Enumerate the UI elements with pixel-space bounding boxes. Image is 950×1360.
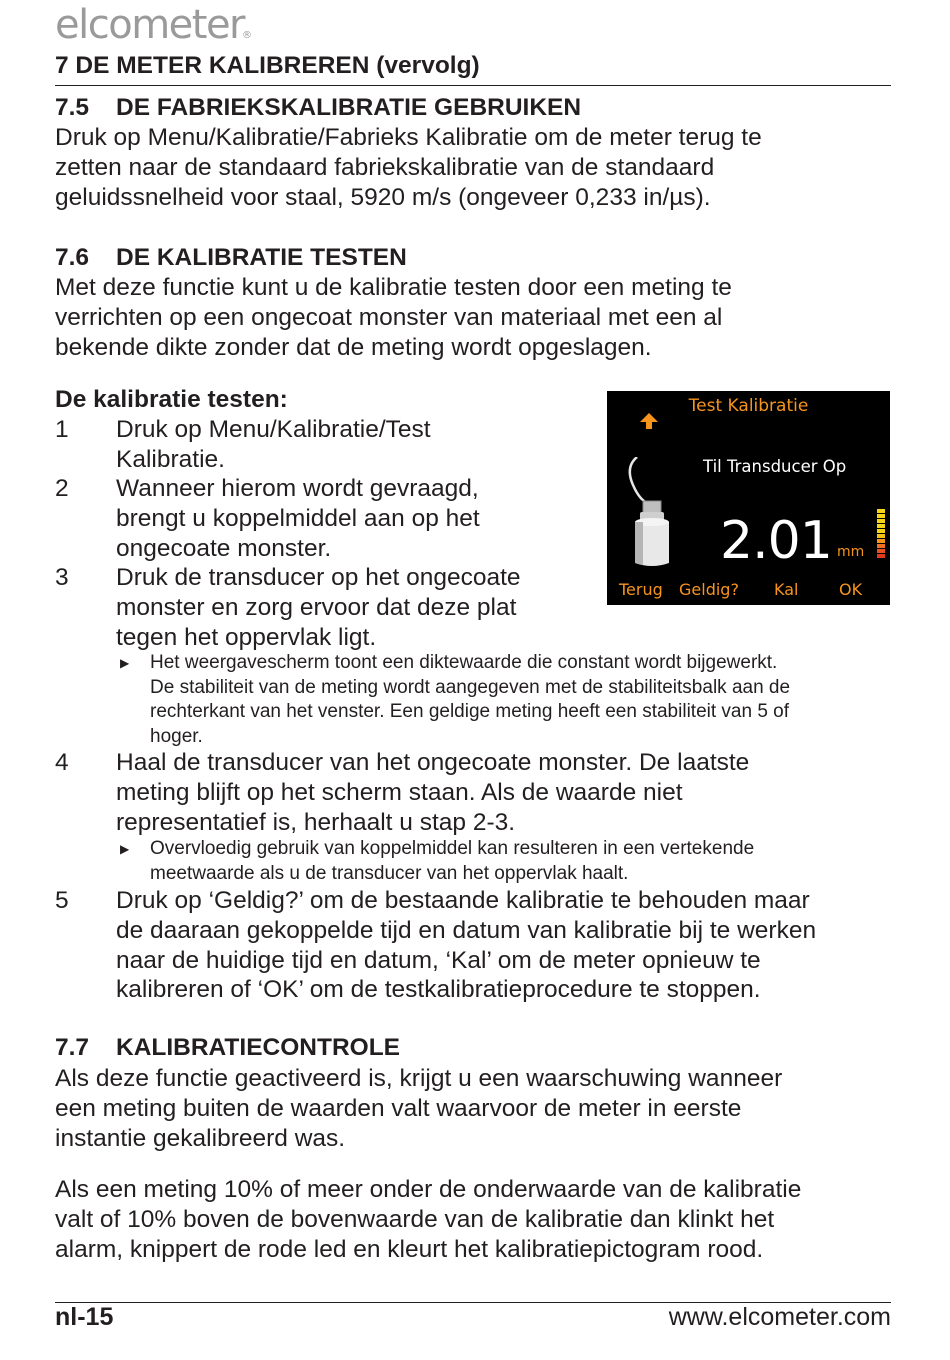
page-number: nl-15 [55, 1303, 114, 1331]
stability-segment [877, 514, 885, 518]
stability-segment [877, 509, 885, 513]
stability-segment [877, 534, 885, 538]
section-7-7-para-1: Als deze functie geactiveerd is, krijgt u een waarschuwing wanneer een meting buiten de waarden valt waarvoor de meter in eerste instantie gekalibreerd was. [55, 1065, 783, 1152]
stability-segment [877, 529, 885, 533]
section-7-7-para-2: Als een meting 10% of meer onder de onderwaarde van de kalibratie valt of 10% boven de bovenwaarde van de kalibratie dan klinkt het alarm, knippert de rode led en kleurt het kalibratiepictogram rood. [55, 1176, 802, 1263]
section-heading-7-7: 7.7 KALIBRATIECONTROLE [55, 1034, 400, 1061]
section-7-5-text: Druk op Menu/Kalibratie/Fabrieks Kalibratie om de meter terug te zetten naar de standaard fabriekskalibratie van de standaard geluidssnelheid voor staal, 5920 m/s (ongeveer 0,233 in/µs). [55, 124, 762, 211]
stability-segment [877, 549, 885, 553]
up-arrow-icon [640, 413, 658, 429]
screen-title: Test Kalibratie [688, 396, 809, 416]
stability-segment [877, 539, 885, 543]
thickness-reading: 2.01 [720, 511, 832, 571]
gauge-screen-image [607, 391, 890, 605]
section-7-6-text: Met deze functie kunt u de kalibratie testen door een meting te verrichten op een ongecoat monster van materiaal met een al bekende dikte zonder dat de meting wordt opgeslagen. [55, 274, 732, 361]
bullet-arrow-icon: ▶ [120, 842, 130, 856]
test-calibration-subheading: De kalibratie testen: [55, 386, 288, 413]
stability-segment [877, 524, 885, 528]
section-heading-7-6: 7.6 DE KALIBRATIE TESTEN [55, 244, 407, 271]
softkey-ok[interactable]: OK [839, 580, 863, 599]
screen-prompt: Til Transducer Op [703, 457, 847, 476]
stability-segment [877, 544, 885, 548]
stability-segment [877, 554, 885, 558]
unit-label: mm [837, 544, 865, 560]
bullet-arrow-icon: ▶ [120, 656, 130, 670]
stability-segment [877, 519, 885, 523]
softkey-cal[interactable]: Kal [774, 580, 799, 599]
stability-bar [877, 509, 885, 559]
softkey-back[interactable]: Terug [619, 580, 663, 599]
website-url[interactable]: www.elcometer.com [668, 1303, 891, 1331]
softkey-valid[interactable]: Geldig? [679, 580, 739, 599]
section-heading-7-5: 7.5 DE FABRIEKSKALIBRATIE GEBRUIKEN [55, 94, 582, 121]
elcometer-logo: elcometer® [55, 2, 251, 48]
chapter-title: 7 DE METER KALIBREREN (vervolg) [55, 52, 480, 79]
header-divider [55, 85, 891, 86]
transducer-icon [623, 457, 673, 569]
